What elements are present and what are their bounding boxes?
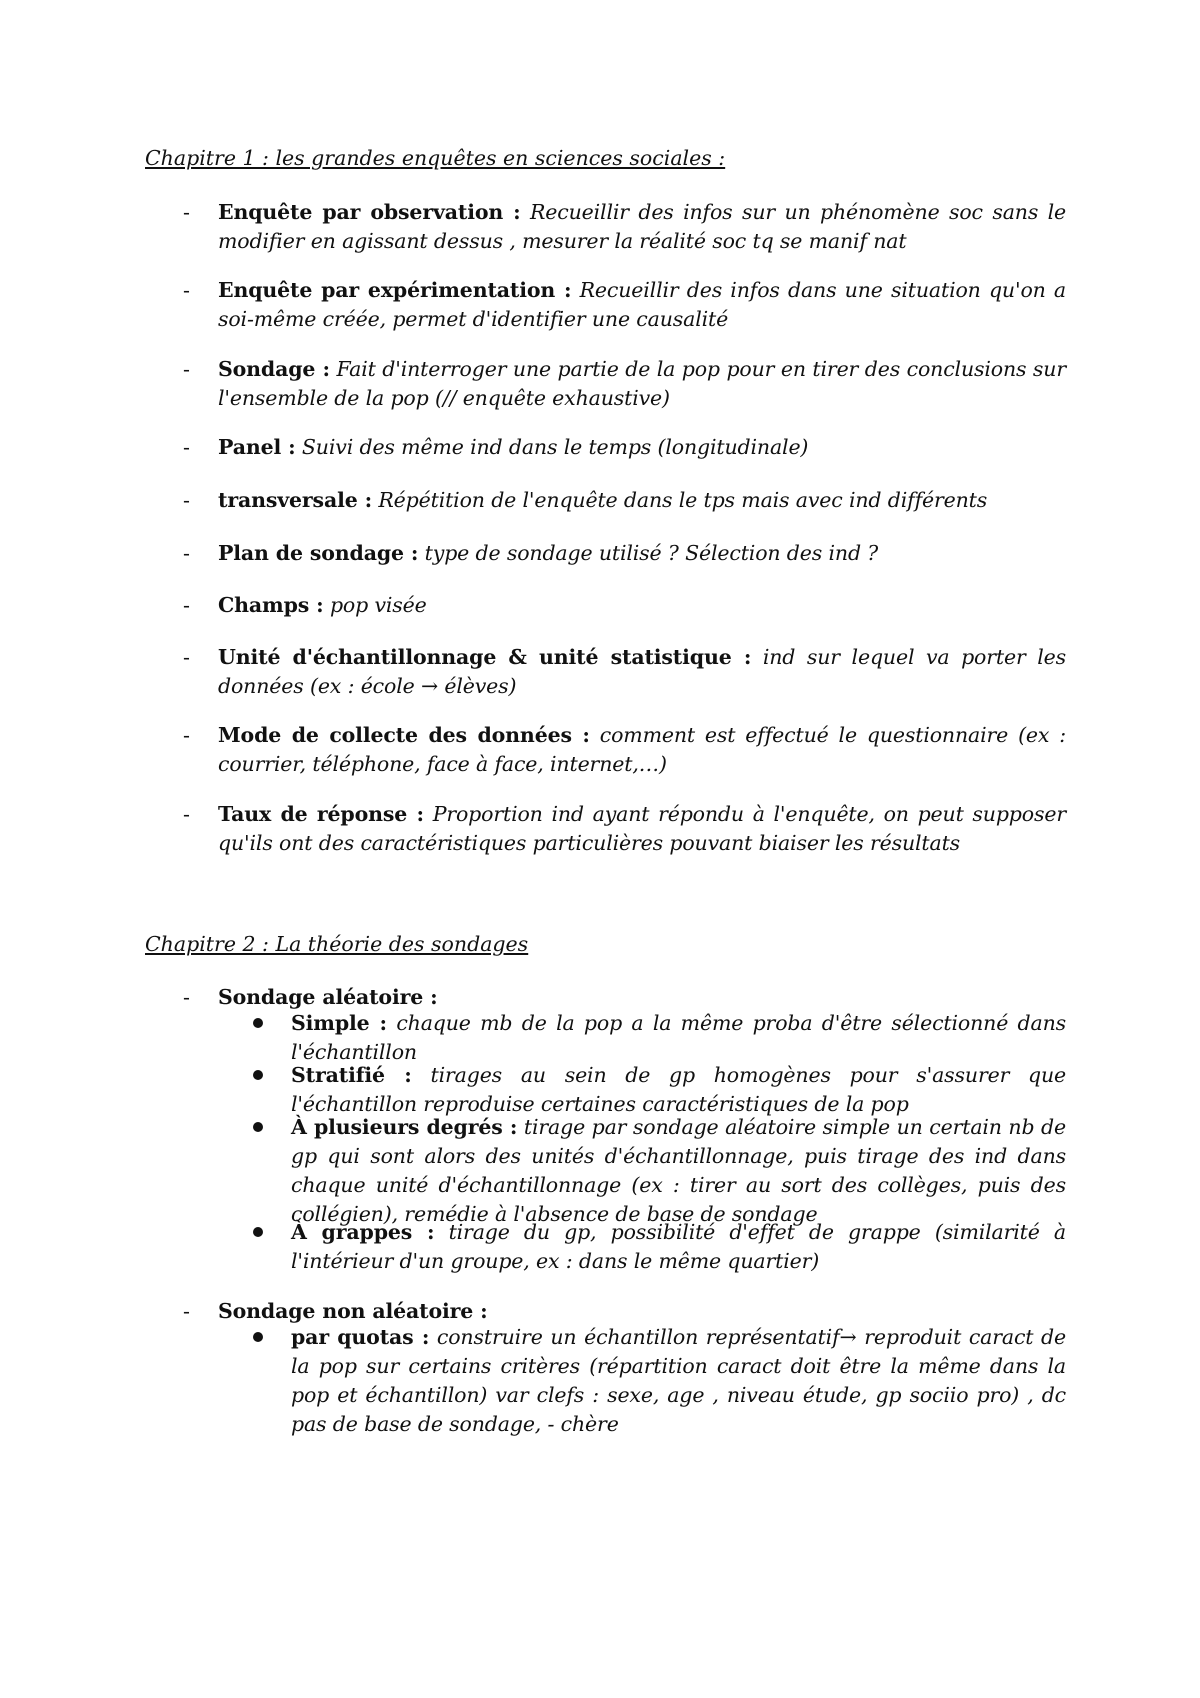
definition: ind sur lequel va porter les données (ex : école → élèves) [218, 645, 1066, 698]
dash-bullet: - [183, 802, 190, 826]
dash-bullet: - [183, 200, 190, 224]
list-item [145, 591, 1066, 620]
term: Champs : [218, 593, 324, 617]
bullet-icon [253, 1018, 263, 1028]
term: Sondage : [218, 357, 330, 381]
definition: chaque mb de la pop a la même proba d'être sélectionné dans l'échantillon [291, 1011, 1066, 1064]
list-item [145, 1297, 1066, 1326]
term: Mode de collecte des données : [218, 723, 590, 747]
sub-list-item [145, 1009, 1066, 1067]
chapter-1-title: Chapitre 1 : les grandes enquêtes en sciences sociales : [145, 146, 726, 170]
definition: Suivi des même ind dans le temps (longitudinale) [295, 435, 809, 459]
sub-list-item [145, 1061, 1066, 1119]
definition: Recueillir des infos dans une situation qu'on a soi-même créée, permet d'identifier une causalité [218, 278, 1066, 331]
bullet-icon [253, 1122, 263, 1132]
bullet-icon [253, 1227, 263, 1237]
dash-bullet: - [183, 488, 190, 512]
dash-bullet: - [183, 357, 190, 381]
sub-list-item [145, 1218, 1066, 1276]
dash-bullet: - [183, 1299, 190, 1323]
list-item [145, 198, 1066, 256]
sub-list-item [145, 1113, 1066, 1229]
term: Enquête par observation : [218, 200, 521, 224]
bullet-icon [253, 1070, 263, 1080]
dash-bullet: - [183, 723, 190, 747]
list-item [145, 276, 1066, 334]
definition: comment est effectué le questionnaire (ex : courrier, téléphone, face à face, internet,…) [218, 723, 1067, 776]
list-item [145, 721, 1066, 779]
section-heading: Sondage non aléatoire : [218, 1299, 488, 1323]
definition: pop visée [323, 593, 427, 617]
term: À grappes : [291, 1220, 435, 1244]
dash-bullet: - [183, 541, 190, 565]
dash-bullet: - [183, 278, 190, 302]
definition: construire un échantillon représentatif→ reproduit caract de la pop sur certains critères (répartition caract doit être la même dans la pop et échantillon) var clefs : sexe, age , niveau étude, gp sociio pro) , dc pas de base de sondage, - chère [291, 1325, 1066, 1436]
definition: tirage du gp, possibilité d'effet de grappe (similarité à l'intérieur d'un groupe, ex : dans le même quartier) [291, 1220, 1066, 1273]
definition: tirage par sondage aléatoire simple un certain nb de gp qui sont alors des unités d'échantillonnage, puis tirage des ind dans chaque unité d'échantillonnage (ex : tirer au sort des collèges, puis des collégien), remédie à l'absence de base de sondage [291, 1115, 1066, 1226]
dash-bullet: - [183, 985, 190, 1009]
term: À plusieurs degrés : [291, 1115, 518, 1139]
definition: tirages au sein de gp homogènes pour s'assurer que l'échantillon reproduise certaines caractéristiques de la pop [291, 1063, 1066, 1116]
list-item [145, 539, 1066, 568]
definition: Recueillir des infos sur un phénomène soc sans le modifier en agissant dessus , mesurer la réalité soc tq se manif nat [218, 200, 1067, 253]
sub-list-item [145, 1323, 1066, 1439]
term: Stratifié : [291, 1063, 412, 1087]
dash-bullet: - [183, 435, 190, 459]
list-item [145, 486, 1066, 515]
list-item [145, 983, 1066, 1012]
term: Unité d'échantillonnage & unité statistique : [218, 645, 752, 669]
chapter-2-title: Chapitre 2 : La théorie des sondages [145, 932, 529, 956]
term: Taux de réponse : [218, 802, 424, 826]
list-item [145, 643, 1066, 701]
definition: Fait d'interroger une partie de la pop pour en tirer des conclusions sur l'ensemble de la pop (// enquête exhaustive) [218, 357, 1067, 410]
term: Enquête par expérimentation : [218, 278, 572, 302]
definition: type de sondage utilisé ? Sélection des ind ? [418, 541, 879, 565]
definition: Répétition de l'enquête dans le tps mais avec ind différents [372, 488, 988, 512]
list-item [145, 355, 1066, 413]
definition: Proportion ind ayant répondu à l'enquête, on peut supposer qu'ils ont des caractéristiques particulières pouvant biaiser les résultats [218, 802, 1066, 855]
dash-bullet: - [183, 593, 190, 617]
dash-bullet: - [183, 645, 190, 669]
term: Simple : [291, 1011, 387, 1035]
term: Panel : [218, 435, 296, 459]
list-item [145, 433, 1066, 462]
term: par quotas : [291, 1325, 430, 1349]
term: Plan de sondage : [218, 541, 419, 565]
term: transversale : [218, 488, 373, 512]
section-heading: Sondage aléatoire : [218, 985, 438, 1009]
list-item [145, 800, 1066, 858]
bullet-icon [253, 1332, 263, 1342]
